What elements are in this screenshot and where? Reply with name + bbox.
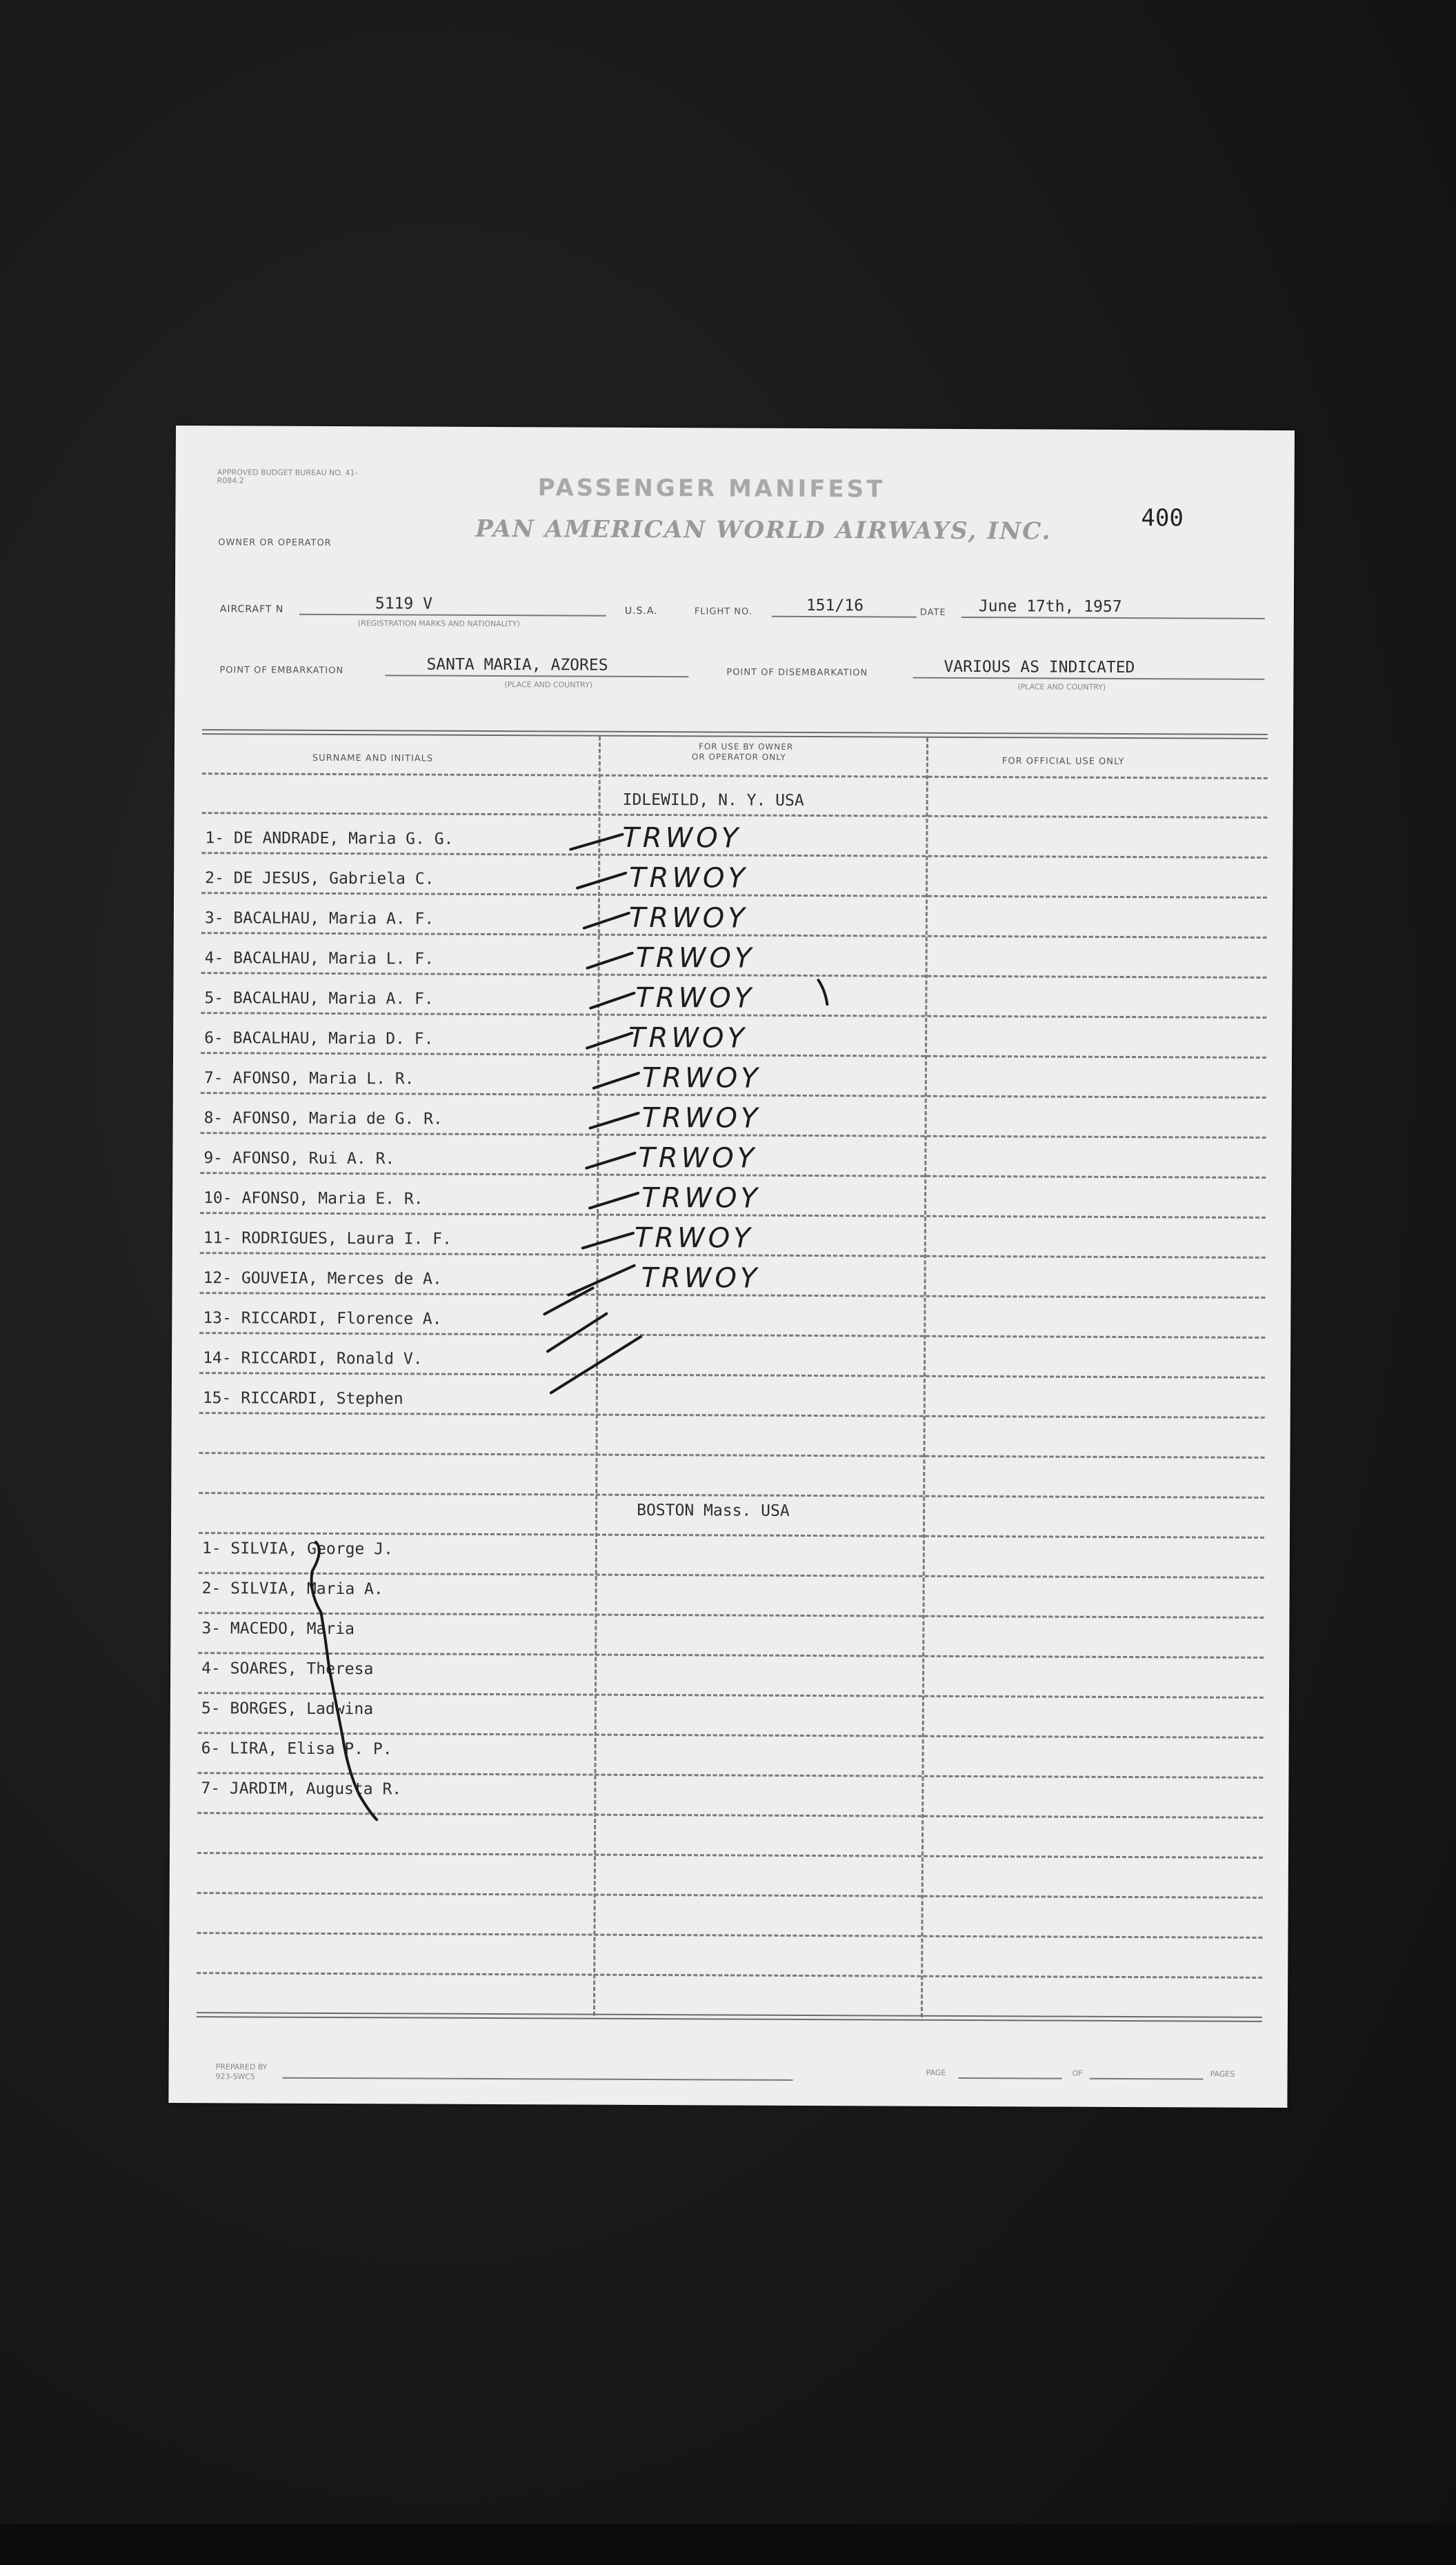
disembark-underline [913,677,1264,680]
passenger-name: 11- RODRIGUES, Laura I. F. [203,1229,452,1248]
destination-boston: BOSTON Mass. USA [637,1501,790,1520]
flight-label: FLIGHT NO. [694,606,752,617]
table-top-rule [202,729,1268,739]
aircraft-sub-label: (REGISTRATION MARKS AND NATIONALITY) [357,619,520,629]
embark-place: SANTA MARIA, AZORES [426,655,608,675]
handwritten-mark: TRWOY [641,1261,761,1295]
passenger-name: 14- RICCARDI, Ronald V. [203,1349,423,1368]
of-underline [1090,2078,1204,2080]
ink-slash [588,953,632,968]
column-divider-2 [921,738,928,2017]
row-rule [198,1612,1264,1619]
ink-slash [577,873,626,888]
table-bottom-rule [197,2012,1262,2022]
row-rule [199,1332,1265,1339]
ink-slash [587,1033,632,1048]
passenger-name: 13- RICCARDI, Florence A. [203,1309,442,1328]
page-label: PAGE [926,2068,946,2077]
row-rule [199,1372,1265,1379]
handwritten-mark: TRWOY [634,1221,754,1255]
aircraft-label: AIRCRAFT N [219,603,284,615]
passenger-name: 3- MACEDO, Maria [201,1619,355,1639]
handwritten-mark: TRWOY [628,1021,748,1055]
passenger-name: 6- LIRA, Elisa P. P. [201,1739,392,1759]
manifest-sheet [168,426,1295,2108]
row-rule [198,1692,1264,1699]
row-rule [199,1572,1264,1579]
row-rule [202,772,1268,779]
handwritten-mark: TRWOY [622,821,742,855]
embark-label: POINT OF EMBARKATION [219,665,344,677]
passenger-name: 2- DE JESUS, Gabriela C. [205,869,435,888]
row-rule [199,1452,1264,1459]
passenger-name: 5- BORGES, Ladwina [201,1699,374,1719]
passenger-name: 1- DE ANDRADE, Maria G. G. [205,829,454,848]
ink-slash [583,1233,633,1248]
pages-label: PAGES [1210,2069,1235,2079]
row-rule [199,1532,1264,1539]
ink-tick [818,980,827,1004]
row-rule [197,1932,1262,1939]
date-label: DATE [919,607,946,618]
airline-name: PAN AMERICAN WORLD AIRWAYS, INC. [475,515,1052,546]
handwritten-mark: TRWOY [635,941,755,975]
form-number: 923-SWC5 [215,2072,256,2082]
passenger-name: 3- BACALHAU, Maria A. F. [204,909,435,928]
aircraft-number: 5119 V [375,595,433,613]
page-title: PASSENGER MANIFEST [537,474,886,503]
ink-slash [569,1265,635,1295]
passenger-name: 2- SILVIA, Maria A. [201,1579,383,1599]
passenger-name: 4- SOARES, Theresa [201,1659,374,1679]
ink-slash [594,1073,639,1088]
handwritten-mark: TRWOY [629,861,748,895]
flight-underline [772,616,917,618]
ink-slash [584,913,629,928]
passenger-name: 4- BACALHAU, Maria L. F. [204,949,435,968]
handwritten-mark: TRWOY [635,981,755,1015]
handwritten-mark: TRWOY [641,1061,761,1095]
row-rule [199,1412,1265,1419]
passenger-name: 1- SILVIA, George J. [201,1539,393,1559]
handwritten-mark: TRWOY [641,1101,761,1135]
passenger-name: 10- AFONSO, Maria E. R. [203,1189,423,1208]
passenger-name: 5- BACALHAU, Maria A. F. [204,989,434,1008]
row-rule [197,1812,1263,1819]
column-header-owner-1: FOR USE BY OWNER [698,741,794,752]
row-rule [199,1492,1264,1499]
handwritten-mark: TRWOY [638,1141,758,1175]
row-rule [198,1652,1264,1659]
column-header-owner-2: OR OPERATOR ONLY [691,752,786,762]
handwritten-mark: TRWOY [628,901,748,935]
owner-label: OWNER OR OPERATOR [218,537,332,548]
passenger-name: 8- AFONSO, Maria de G. R. [203,1109,443,1128]
row-rule [197,1892,1263,1899]
destination-idlewild: IDLEWILD, N. Y. USA [622,790,804,810]
ink-slash [586,1153,635,1168]
flight-number: 151/16 [806,596,864,615]
flight-date: June 17th, 1957 [978,597,1122,616]
embark-sub-label: (PLACE AND COUNTRY) [504,680,593,690]
scan-bottom-edge [0,2524,1456,2565]
approval-stamp: APPROVED BUDGET BUREAU NO. 41-R084.2 [217,468,358,486]
column-divider-1 [593,737,601,2016]
row-rule [197,1772,1263,1779]
passenger-name: 7- AFONSO, Maria L. R. [203,1069,415,1088]
prepared-by-underline [283,2077,793,2081]
row-rule [197,1852,1263,1859]
aircraft-underline [299,614,606,617]
of-label: OF [1072,2068,1083,2078]
embark-underline [385,675,688,677]
usa-label: U.S.A. [624,605,658,617]
disembark-place: VARIOUS AS INDICATED [944,657,1135,677]
row-rule [202,812,1268,819]
passenger-name: 7- JARDIM, Augusta R. [201,1779,402,1799]
row-rule [198,1732,1264,1739]
passenger-name: 12- GOUVEIA, Merces de A. [203,1269,442,1288]
passenger-name: 15- RICCARDI, Stephen [202,1389,403,1408]
date-underline [961,617,1265,619]
disembark-label: POINT OF DISEMBARKATION [726,667,868,679]
passenger-name: 6- BACALHAU, Maria D. F. [204,1029,434,1048]
disembark-sub-label: (PLACE AND COUNTRY) [1017,682,1106,692]
prepared-by-label: PREPARED BY [215,2062,268,2072]
page-underline [959,2077,1062,2079]
ink-slash [544,1288,592,1314]
page-number: 400 [1141,504,1184,532]
column-header-official: FOR OFFICIAL USE ONLY [1001,756,1125,768]
ink-slash [570,835,622,850]
column-header-surname: SURNAME AND INITIALS [312,752,434,764]
row-rule [197,1972,1262,1979]
passenger-name: 9- AFONSO, Rui A. R. [203,1149,395,1168]
handwritten-mark: TRWOY [641,1181,761,1215]
